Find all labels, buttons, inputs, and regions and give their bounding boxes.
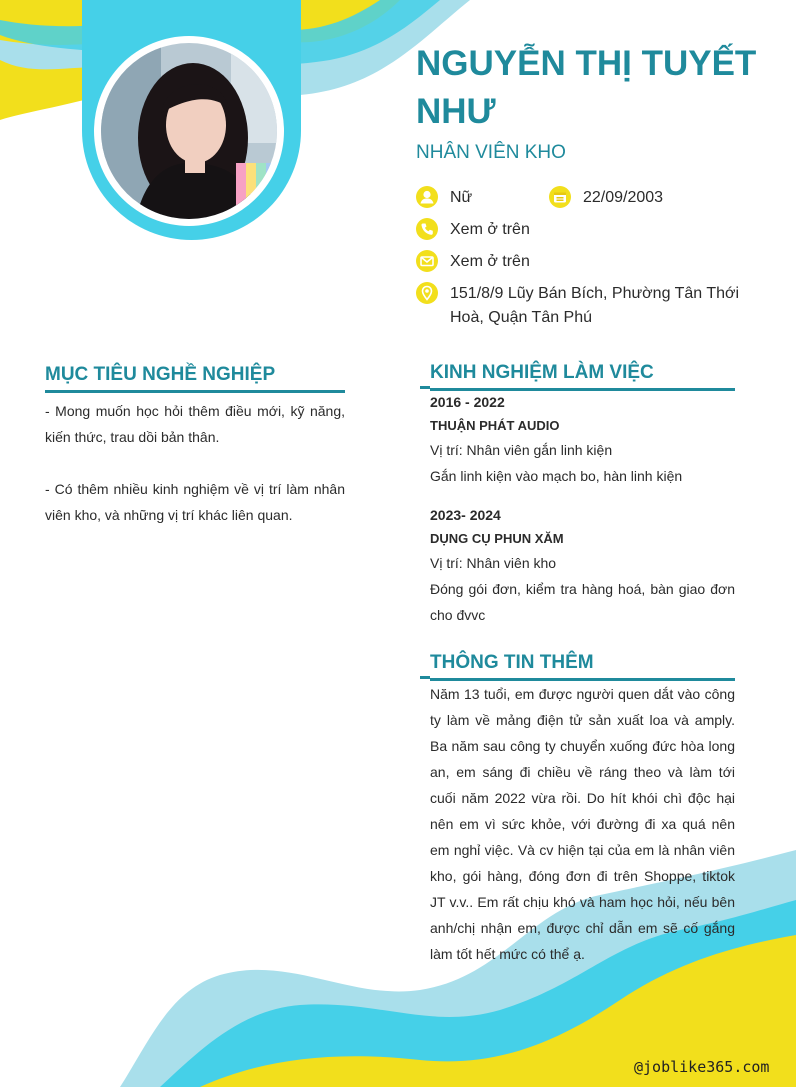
profile-photo <box>101 43 277 219</box>
objective-paragraph: - Mong muốn học hỏi thêm điều mới, kỹ năng, kiến thức, trau dồi bản thân. <box>45 403 345 445</box>
birthdate-value: 22/09/2003 <box>583 189 664 206</box>
additional-info-text: Năm 13 tuổi, em được người quen dắt vào công ty làm về mảng điện tử sản xuất loa và amply. Ba năm sau công ty chuyển xuống đức hòa long an, em sáng đi chiều về ráng theo và làm tới cuối năm 2022 vừa rồi. Do hít khói chì độc hại nên em vì sức khỏe, với đường đi xa quá nên em nghỉ việc. Và cv hiện tại của em là nhân viên kho, gói hàng, đóng đơn đi trên Shoppe, tiktok JT v.v.. Em rất chịu khó và ham học hỏi, nếu bên anh/chị nhận em, được chỉ dẫn em sẽ cố gắng làm tốt hết mức có thể ạ. <box>430 686 735 962</box>
experience-company: DỤNG CỤ PHUN XĂM <box>430 531 564 546</box>
additional-info-title: THÔNG TIN THÊM <box>430 652 735 681</box>
phone-icon <box>416 218 438 240</box>
experience-title-underline-extension <box>420 386 430 389</box>
experience-position: Vị trí: Nhân viên gắn linh kiện <box>430 442 613 458</box>
experience-title: KINH NGHIỆM LÀM VIỆC <box>430 362 735 391</box>
job-title: NHÂN VIÊN KHO <box>416 142 566 163</box>
objective-paragraph: - Có thêm nhiều kinh nghiệm về vị trí làm nhân viên kho, và những vị trí khác liên quan. <box>45 481 345 523</box>
full-name: NGUYỄN THỊ TUYẾT NHƯ <box>416 44 757 131</box>
experience-description: Đóng gói đơn, kiểm tra hàng hoá, bàn giao đơn cho đvvc <box>430 581 735 623</box>
experience-period: 2023- 2024 <box>430 507 501 523</box>
calendar-icon <box>549 186 571 208</box>
address-value: 151/8/9 Lũy Bán Bích, Phường Tân Thới Hoà, Quận Tân Phú <box>450 285 740 326</box>
experience-position: Vị trí: Nhân viên kho <box>430 555 557 571</box>
experience-description: Gắn linh kiện vào mạch bo, hàn linh kiện <box>430 468 683 484</box>
additional-title-underline-extension <box>420 676 430 679</box>
person-icon <box>416 186 438 208</box>
phone-value: Xem ở trên <box>450 221 530 238</box>
email-value: Xem ở trên <box>450 253 530 270</box>
envelope-icon <box>416 250 438 272</box>
watermark[interactable]: @joblike365.com <box>634 1058 770 1076</box>
objective-title: MỤC TIÊU NGHỀ NGHIỆP <box>45 364 345 393</box>
experience-company: THUẬN PHÁT AUDIO <box>430 418 560 433</box>
gender-value: Nữ <box>450 189 473 206</box>
experience-period: 2016 - 2022 <box>430 394 505 410</box>
location-pin-icon <box>416 282 438 304</box>
